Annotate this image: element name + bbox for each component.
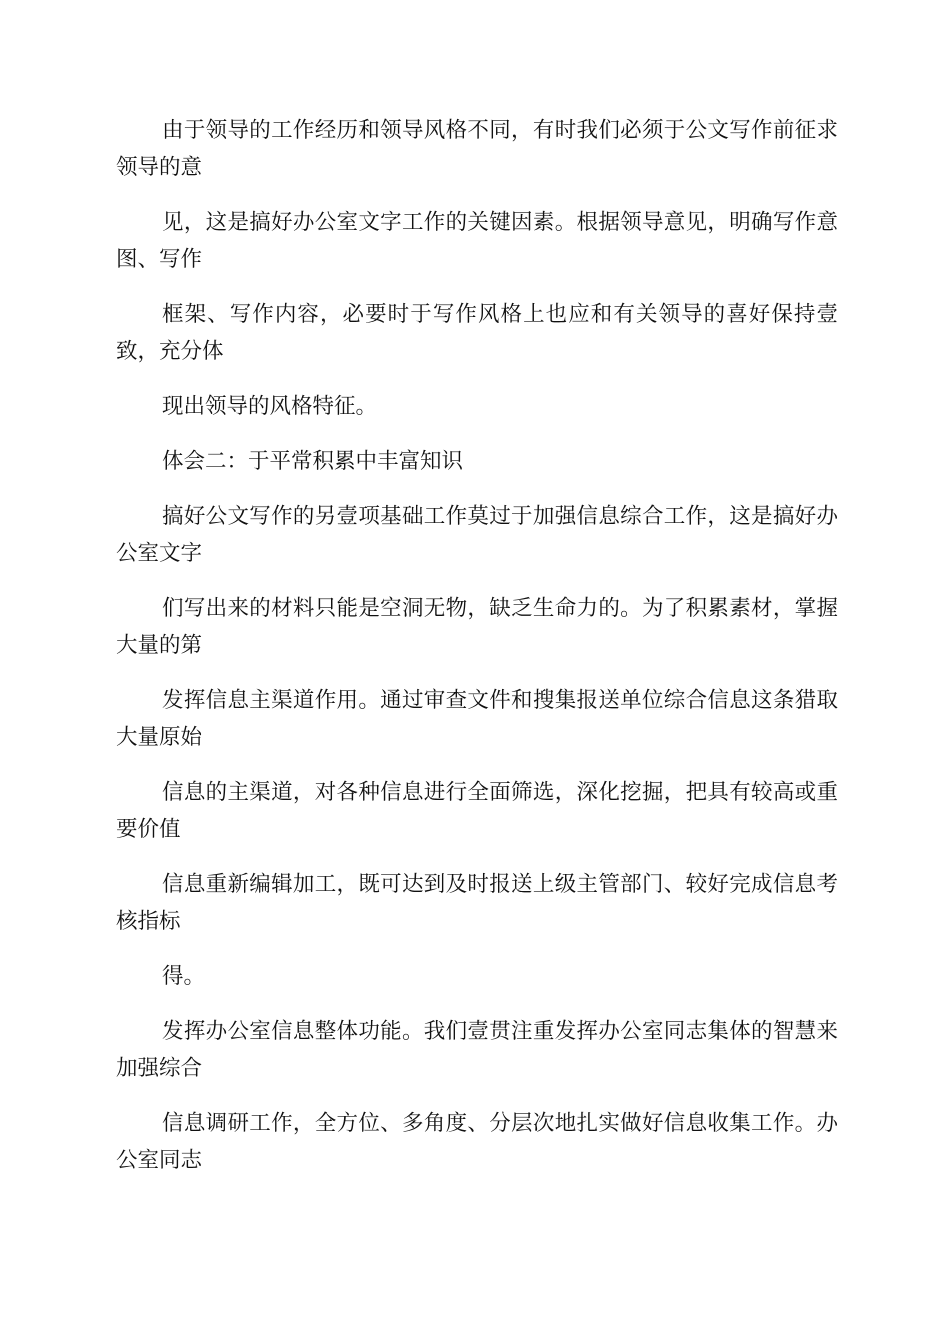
paragraph: 信息的主渠道，对各种信息进行全面筛选，深化挖掘，把具有较高或重要价值 bbox=[116, 780, 838, 842]
paragraph: 现出领导的风格特征。 bbox=[162, 394, 378, 419]
paragraph: 搞好公文写作的另壹项基础工作莫过于加强信息综合工作，这是搞好办公室文字 bbox=[116, 504, 838, 566]
paragraph: 信息重新编辑加工，既可达到及时报送上级主管部门、较好完成信息考核指标 bbox=[116, 872, 838, 934]
paragraph: 们写出来的材料只能是空洞无物，缺乏生命力的。为了积累素材，掌握大量的第 bbox=[116, 596, 838, 658]
paragraph: 得。 bbox=[162, 964, 206, 989]
paragraph: 发挥办公室信息整体功能。我们壹贯注重发挥办公室同志集体的智慧来加强综合 bbox=[116, 1019, 838, 1081]
paragraph: 发挥信息主渠道作用。通过审查文件和搜集报送单位综合信息这条猎取大量原始 bbox=[116, 688, 838, 750]
paragraph: 框架、写作内容，必要时于写作风格上也应和有关领导的喜好保持壹致，充分体 bbox=[116, 302, 838, 364]
paragraph: 信息调研工作，全方位、多角度、分层次地扎实做好信息收集工作。办公室同志 bbox=[116, 1111, 838, 1173]
section-heading: 体会二：于平常积累中丰富知识 bbox=[162, 449, 464, 474]
paragraph: 由于领导的工作经历和领导风格不同，有时我们必须于公文写作前征求领导的意 bbox=[116, 118, 838, 180]
document-body bbox=[116, 112, 838, 1197]
paragraph: 见，这是搞好办公室文字工作的关键因素。根据领导意见，明确写作意图、写作 bbox=[116, 210, 838, 272]
